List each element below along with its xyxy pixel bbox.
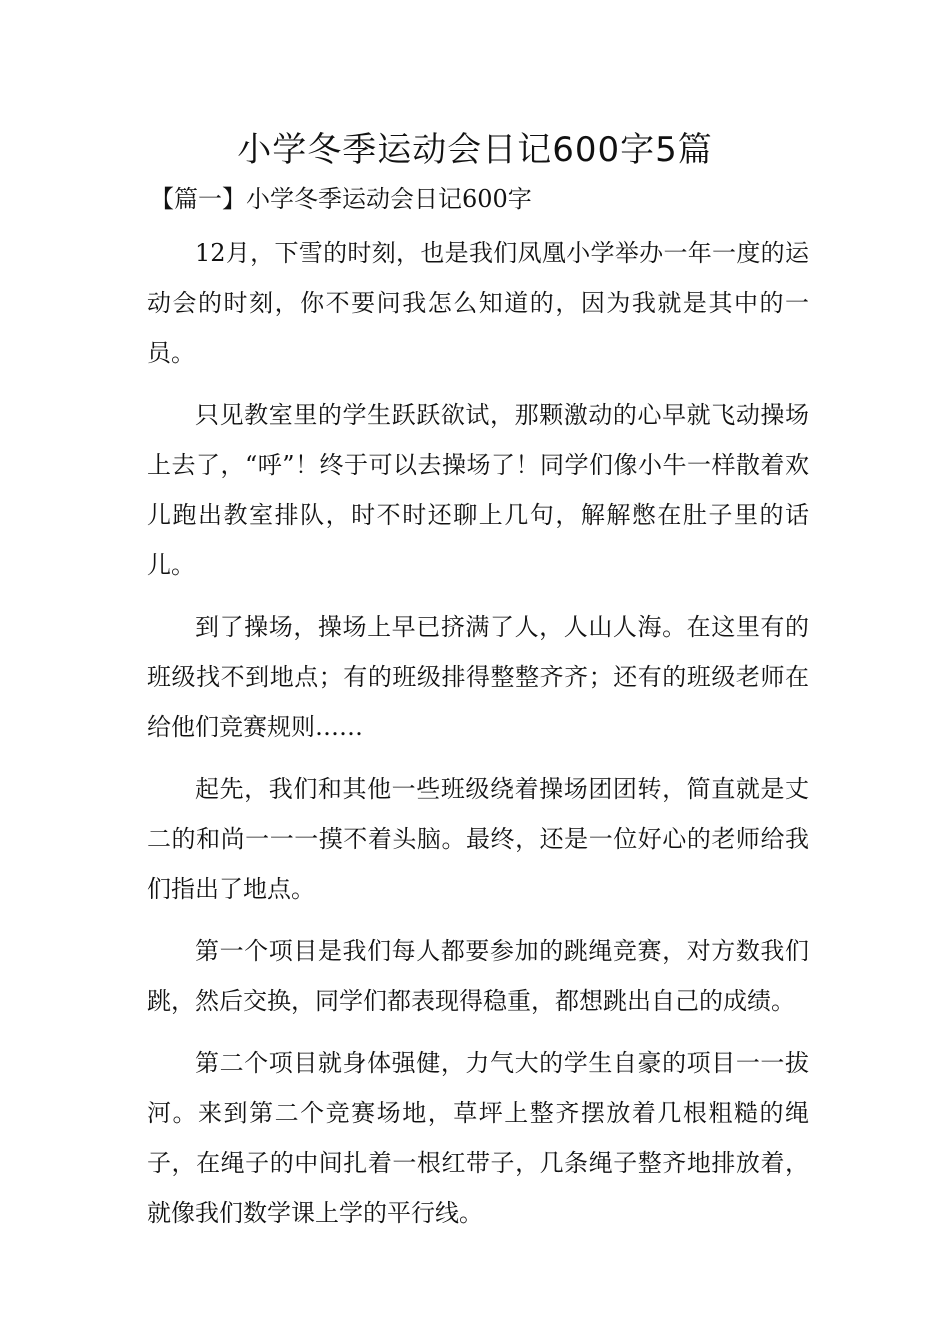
paragraph-6: 第二个项目就身体强健，力气大的学生自豪的项目一一拔河。来到第二个竞赛场地，草坪上整齐摆放着几根粗糙的绳子，在绳子的中间扎着一根红带子，几条绳子整齐地排放着，就像我们数学课上学的平行线。 (147, 1049, 809, 1227)
paragraph-2: 只见教室里的学生跃跃欲试，那颗激动的心早就飞动操场上去了，“呼”！终于可以去操场了！同学们像小牛一样散着欢儿跑出教室排队，时不时还聊上几句，解解憋在肚子里的话儿。 (147, 401, 809, 579)
body-text (147, 228, 809, 1250)
document-title: 小学冬季运动会日记600字5篇 (237, 130, 713, 170)
paragraph-5: 第一个项目是我们每人都要参加的跳绳竞赛，对方数我们跳，然后交换，同学们都表现得稳重，都想跳出自己的成绩。 (147, 937, 809, 1015)
paragraph-4: 起先，我们和其他一些班级绕着操场团团转，简直就是丈二的和尚一一一摸不着头脑。最终，还是一位好心的老师给我们指出了地点。 (147, 775, 809, 903)
paragraph-1: 12月，下雪的时刻，也是我们凤凰小学举办一年一度的运动会的时刻，你不要问我怎么知道的，因为我就是其中的一员。 (147, 239, 809, 367)
section-heading: 【篇一】小学冬季运动会日记600字 (150, 185, 532, 213)
paragraph-3: 到了操场，操场上早已挤满了人，人山人海。在这里有的班级找不到地点；有的班级排得整整齐齐；还有的班级老师在给他们竞赛规则…… (147, 613, 809, 741)
